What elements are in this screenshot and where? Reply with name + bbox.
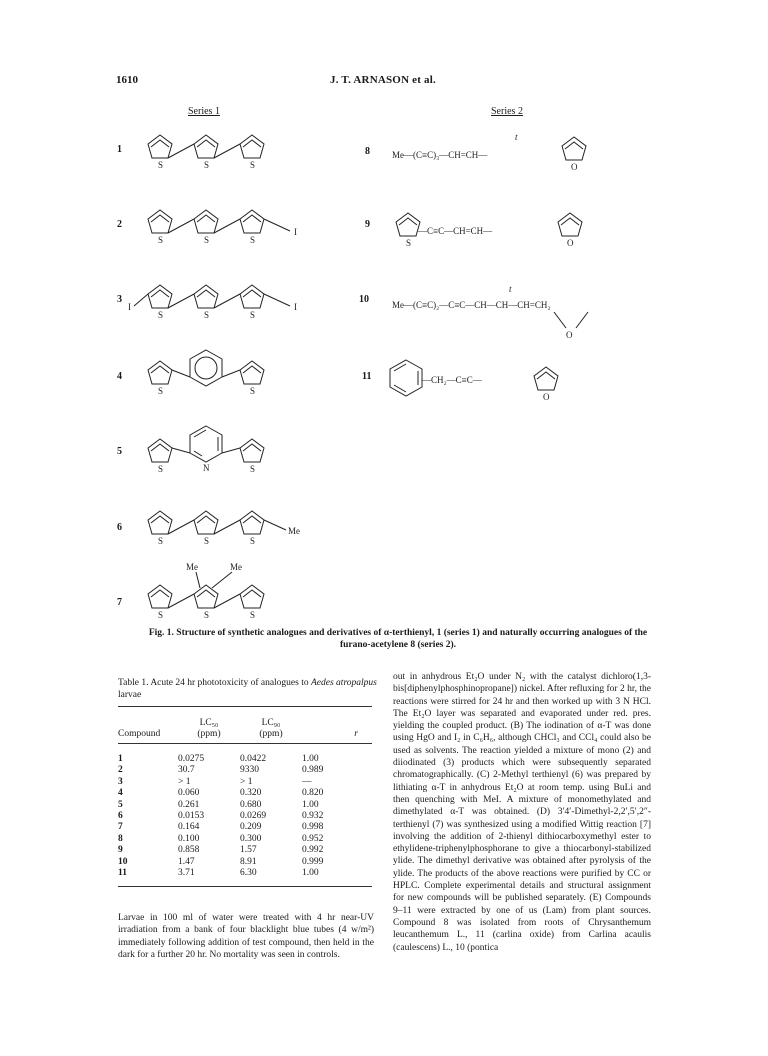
lc90-cell: 9330 <box>240 765 259 776</box>
atom-label: S <box>204 160 210 170</box>
table-row <box>118 800 372 811</box>
structure-2-iodo-terthiophene <box>140 205 320 249</box>
body-text-column: out in anhydrous Et₂O under N₂ with the catalyst dichloro(1,3-bis[diphenylphosphinopropane]) nickel. After refluxing for 2 hr, the reactions were stirred for 24 hr and then worked up with 3 N HCl. The Et₂O layer was separated and evaporated under red. pres. yielding the coupled product. (B) The iodination of α-T was done using HgO and I₂ in C₆H₆, although CHCl₃ and CCl₄ could also be used as solvents. The reaction yielded a mixture of mono (2) and diiodinated (3) products which were subsequently separated chromatographically. (C) 2-Methyl terthienyl (6) was prepared by lithiating α-T in anhydrous Et₂O at room temp. using BuLi and then quenching with MeI. A mixture of monomethylated and dimethylated α-T was obtained. (D) 3′4′-Dimethyl-2,2′,5′,2″-terthienyl (7) was synthesized using a modified Wittig reaction [7] involving the addition of 2-thienyl dithiocarboxymethyl ester to ethylidene-triphenylphosphorane to give a thiocarbonyl-stabilized ylide. The dimethyl derivative was obtained after pyrolysis of the ylide. The products of the above reactions were purified by CC or HPLC. Complete experimental details and structural assignment for new compounds will be published separately. (E) Compounds 9–11 were extracted by one of us (Lam) from plant sources. Compound 8 was isolated from roots of Chrysanthemum leucanthemum L., 11 (carlina oxide) from Carlina acaulis (caulescens) L., 10 (pontica <box>393 672 651 953</box>
table-row <box>118 754 372 765</box>
r-cell: 1.00 <box>302 799 319 810</box>
r-cell: 0.989 <box>302 765 324 776</box>
compound-cell: 11 <box>118 868 127 879</box>
atom-label: S <box>158 160 164 170</box>
atom-label: S <box>250 610 256 620</box>
lc50-cell: 3.71 <box>178 868 195 879</box>
page-number: 1610 <box>116 74 138 86</box>
lc50-cell: 0.0153 <box>178 811 205 822</box>
atom-label: S <box>158 610 164 620</box>
lc90-cell: 0.320 <box>240 788 262 799</box>
column-header: LC₉₀ <box>261 718 281 728</box>
table-footnote: Larvae in 100 ml of water were treated with 4 hr near-UV irradiation from a bank of four blacklight blue tubes (4 w/m²) immediately following addition of test compound, then held in the dark for a further 20 hr. No mortality was seen in controls. <box>118 913 374 960</box>
atom-label: S <box>204 235 210 245</box>
structure-4-phenylene-dithiophene <box>140 344 290 400</box>
compound-number: 8 <box>365 146 370 157</box>
atom-label: O <box>543 392 550 402</box>
structure-11-carlina-oxide <box>384 354 594 410</box>
chain-text: —CH₂—C≡C— <box>422 375 482 385</box>
table-title-end: larvae <box>118 690 142 700</box>
r-cell: 0.820 <box>302 788 324 799</box>
compound-cell: 4 <box>118 788 123 799</box>
atom-label: N <box>203 463 210 473</box>
structure-8-furano-acetylene <box>392 124 632 176</box>
lc50-cell: > 1 <box>178 776 191 787</box>
atom-label: S <box>204 610 210 620</box>
column-header: (ppm) <box>197 729 221 739</box>
stereo-mark: t <box>509 284 512 294</box>
r-cell: 1.00 <box>302 868 319 879</box>
structure-3-diiodo-terthiophene <box>128 280 318 324</box>
lc90-cell: 8.91 <box>240 856 257 867</box>
figure-caption: Fig. 1. Structure of synthetic analogues and derivatives of α-terthienyl, 1 (series 1) and naturally occurring analogues of the furano-acetylene 8 (series 2). <box>148 628 648 650</box>
r-cell: 0.998 <box>302 822 324 833</box>
column-header: (ppm) <box>259 729 283 739</box>
lc90-cell: 0.680 <box>240 799 262 810</box>
compound-number: 6 <box>117 522 122 533</box>
atom-label: I <box>128 302 131 312</box>
atom-label: S <box>158 235 164 245</box>
compound-number: 2 <box>117 219 122 230</box>
table-row <box>118 834 372 845</box>
table-title <box>118 677 380 701</box>
lc90-cell: 1.57 <box>240 845 257 856</box>
atom-label: S <box>158 310 164 320</box>
lc90-cell: > 1 <box>240 776 253 787</box>
compound-number: 11 <box>362 371 372 382</box>
table-row <box>118 822 372 833</box>
atom-label: O <box>571 162 578 172</box>
compound-number: 1 <box>117 144 122 155</box>
column-header: r <box>354 729 358 739</box>
r-cell: 0.999 <box>302 856 324 867</box>
atom-label: S <box>250 536 256 546</box>
chain-text: —C≡C—CH=CH— <box>418 226 493 236</box>
r-cell: — <box>302 776 312 787</box>
compound-cell: 9 <box>118 845 123 856</box>
compound-number: 7 <box>117 597 122 608</box>
lc90-cell: 0.209 <box>240 822 262 833</box>
structure-9-thienyl-furan <box>392 200 632 256</box>
atom-label: S <box>158 464 164 474</box>
table-title-species: Aedes atropalpus <box>311 678 377 688</box>
atom-label: S <box>158 386 164 396</box>
compound-cell: 8 <box>118 833 123 844</box>
atom-label: S <box>250 386 256 396</box>
lc90-cell: 0.300 <box>240 833 262 844</box>
column-header: LC₅₀ <box>199 718 219 728</box>
compound-cell: 7 <box>118 822 123 833</box>
lc50-cell: 0.261 <box>178 799 200 810</box>
structure-10-epoxide <box>392 278 662 348</box>
stereo-mark: t <box>515 132 518 142</box>
structure-1-terthiophene <box>140 130 280 174</box>
compound-cell: 1 <box>118 754 123 764</box>
lc90-cell: 0.0422 <box>240 754 267 764</box>
compound-number: 4 <box>117 371 122 382</box>
lc50-cell: 0.164 <box>178 822 200 833</box>
compound-cell: 3 <box>118 776 123 787</box>
atom-label: S <box>204 310 210 320</box>
atom-label: I <box>294 227 297 237</box>
atom-label: I <box>294 302 297 312</box>
compound-number: 9 <box>365 219 370 230</box>
compound-cell: 6 <box>118 811 123 822</box>
compound-number: 10 <box>359 294 369 305</box>
table-rule-top <box>118 706 372 707</box>
table-row <box>118 868 372 879</box>
compound-number: 5 <box>117 446 122 457</box>
group-label: Me <box>288 526 300 536</box>
atom-label: S <box>158 536 164 546</box>
r-cell: 0.952 <box>302 833 324 844</box>
r-cell: 1.00 <box>302 754 319 764</box>
running-header: J. T. ARNASON et al. <box>330 74 436 86</box>
atom-label: S <box>250 235 256 245</box>
table-row <box>118 788 372 799</box>
table-row <box>118 765 372 776</box>
atom-label: S <box>204 536 210 546</box>
r-cell: 0.932 <box>302 811 324 822</box>
series-2-title: Series 2 <box>491 106 523 117</box>
phototoxicity-table <box>118 718 372 879</box>
compound-cell: 5 <box>118 799 123 810</box>
atom-label: S <box>406 238 412 248</box>
group-label: Me <box>230 562 242 572</box>
lc90-cell: 6.30 <box>240 868 257 879</box>
series-1-title: Series 1 <box>188 106 220 117</box>
table-title-text: Table 1. Acute 24 hr phototoxicity of analogues to <box>118 678 311 688</box>
atom-label: S <box>250 464 256 474</box>
lc50-cell: 30.7 <box>178 765 195 776</box>
atom-label: S <box>250 310 256 320</box>
structure-6-methyl-terthiophene <box>140 506 320 550</box>
atom-label: O <box>567 238 574 248</box>
column-header: Compound <box>118 729 161 739</box>
table-row <box>118 857 372 868</box>
table-row <box>118 811 372 822</box>
lc50-cell: 0.100 <box>178 833 200 844</box>
atom-label: S <box>250 160 256 170</box>
lc90-cell: 0.0269 <box>240 811 267 822</box>
compound-number: 3 <box>117 294 122 305</box>
chain-text: Me—(C≡C)₃—CH=CH— <box>392 150 488 160</box>
table-rule-bottom <box>118 886 372 887</box>
table-row <box>118 845 372 856</box>
r-cell: 0.992 <box>302 845 324 856</box>
atom-label: O <box>566 330 573 340</box>
lc50-cell: 0.0275 <box>178 754 205 764</box>
lc50-cell: 0.060 <box>178 788 200 799</box>
structure-7-dimethyl-terthiophene <box>140 560 290 622</box>
chain-text: Me—(C≡C)₂—C≡C—CH—CH—CH=CH₂ <box>392 300 551 310</box>
lc50-cell: 0.858 <box>178 845 200 856</box>
group-label: Me <box>186 562 198 572</box>
table-row <box>118 777 372 788</box>
compound-cell: 2 <box>118 765 123 776</box>
lc50-cell: 1.47 <box>178 856 195 867</box>
compound-cell: 10 <box>118 856 128 867</box>
structure-5-pyridyl-dithiophene <box>140 422 290 478</box>
